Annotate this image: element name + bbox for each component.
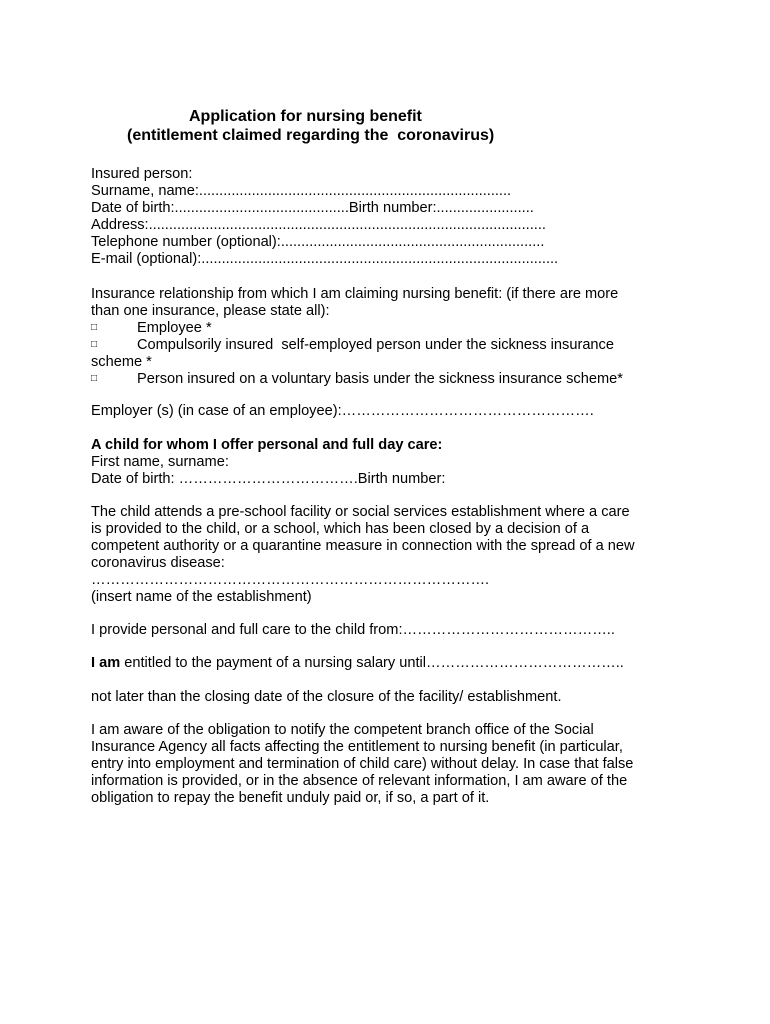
facility-text: competent authority or a quarantine measure in connection with the spread of a new [91,537,635,554]
insurance-relationship-section [91,286,679,387]
option-label-cont: scheme * [91,353,152,370]
entitled-rest: entitled to the payment of a nursing salary until………………………………….. [120,655,624,671]
awareness-line: entry into employment and termination of child care) without delay. In case that false [91,755,634,772]
checkbox-icon[interactable]: □ [91,338,98,350]
awareness-line: information is provided, or in the absence of relevant information, I am aware of the [91,772,628,789]
email-field: E-mail (optional):........................................................................................ [91,250,559,267]
care-from-field: I provide personal and full care to the child from:…………………………………….. [91,622,615,638]
checkbox-icon[interactable]: □ [91,372,98,384]
telephone-field: Telephone number (optional):................................................................. [91,233,545,250]
awareness-line: I am aware of the obligation to notify the competent branch office of the Social [91,722,594,738]
care-from-section [91,622,679,639]
document-subtitle: (entitlement claimed regarding the coronavirus) [127,127,495,144]
closing-section [91,689,679,706]
option-voluntary [91,371,679,388]
entitled-section [91,655,679,672]
surname-field: Surname, name:............................................................................. [91,182,512,199]
insurance-intro: Insurance relationship from which I am claiming nursing benefit: (if there are more [91,286,619,302]
establishment-field: ………………………………………………………………………. [91,571,490,588]
insurance-intro-cont: than one insurance, please state all): [91,302,330,319]
child-section [91,437,679,488]
facility-section [91,504,679,605]
option-label: Compulsorily insured self-employed person under the sickness insurance [137,336,614,353]
awareness-line: obligation to repay the benefit unduly paid or, if so, a part of it. [91,789,490,806]
dob-birth-number-field: Date of birth:...........................................Birth number:........................ [91,199,534,216]
entitled-bold: I am [91,655,121,671]
insured-person-section [91,166,679,267]
option-label: Employee * [137,319,212,336]
insured-heading: Insured person: [91,166,193,182]
option-employee [91,320,679,337]
child-heading: A child for whom I offer personal and full day care: [91,437,443,453]
option-label: Person insured on a voluntary basis under the sickness insurance scheme* [137,370,623,387]
awareness-section [91,722,679,807]
employer-field: Employer (s) (in case of an employee):……………………………………………. [91,403,594,419]
checkbox-icon[interactable]: □ [91,321,98,333]
document-title: Application for nursing benefit [189,108,422,125]
employer-section [91,403,679,420]
awareness-line: Insurance Agency all facts affecting the entitlement to nursing benefit (in particular, [91,738,623,755]
child-dob-field: Date of birth: ……………………………….Birth number: [91,470,446,487]
facility-text: The child attends a pre-school facility or social services establishment where a care [91,504,630,520]
establishment-hint: (insert name of the establishment) [91,588,312,605]
child-name-field: First name, surname: [91,453,229,470]
address-field: Address:.................................................................................................. [91,216,546,233]
facility-text: is provided to the child, or a school, which has been closed by a decision of a [91,520,590,537]
facility-text: coronavirus disease: [91,554,225,571]
entitled-field [91,655,679,672]
option-self-employed [91,337,679,354]
closing-text: not later than the closing date of the closure of the facility/ establishment. [91,689,562,705]
